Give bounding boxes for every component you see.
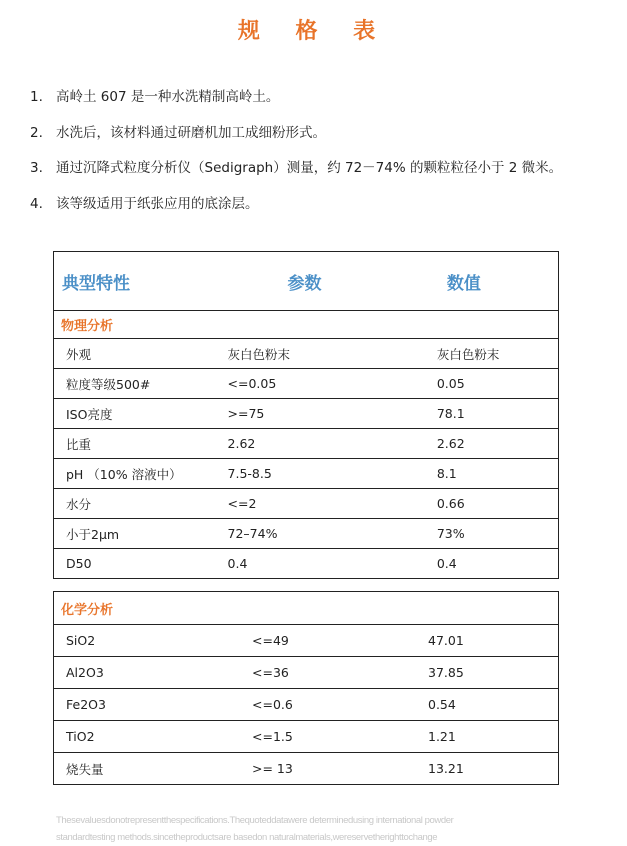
row-param: 灰白色粉末 [228,339,437,369]
table-row [54,519,559,549]
intro-item [30,122,562,158]
disclaimer-line: standardtesting methods.sincetheproductsare basedon naturalmaterials,wereservetherighttochange [56,832,438,843]
row-name: ISO亮度 [54,399,228,429]
table-row [54,429,559,459]
section-row-chemical [54,592,559,625]
row-value: 0.4 [436,556,457,571]
section-row-physical [54,311,559,339]
intro-text: 高岭土 607 是一种水洗精制高岭土。 [56,89,280,105]
chemical-analysis-table [53,591,559,785]
row-name: 比重 [54,429,228,459]
table-row [54,657,559,689]
document-title: 规 格 表 [237,19,390,44]
row-param: <=2 [228,489,437,519]
header-property: 典型特性 [54,252,228,311]
intro-text: 该等级适用于纸张应用的底涂层。 [56,195,259,212]
intro-item [30,193,562,229]
intro-item [30,86,562,122]
intro-number: 2. [30,124,43,141]
disclaimer-footer [56,812,616,846]
row-value: 1.21 [428,721,559,753]
table-header-row [54,252,559,311]
table-row [54,625,559,657]
table-row [54,753,559,785]
section-label-physical: 物理分析 [54,311,559,339]
physical-analysis-table [53,251,559,579]
row-value: 37.85 [428,657,559,689]
row-param: >= 13 [252,761,293,776]
intro-number: 1. [30,89,43,105]
row-value: 47.01 [428,625,559,657]
row-name: 粒度等级500# [54,369,228,399]
row-value: 灰白色粉末 [437,339,559,369]
table-row [54,339,559,369]
row-param: <=36 [252,657,428,689]
table-row [54,549,559,579]
row-name: 烧失量 [66,761,104,777]
table-row [54,459,559,489]
row-param: 2.62 [228,429,437,459]
intro-number: 3. [30,160,43,176]
row-param: 7.5-8.5 [228,459,437,489]
row-param: 0.4 [227,556,248,571]
row-name: 外观 [54,339,228,369]
row-value: 0.66 [437,489,559,519]
row-value: 78.1 [437,399,559,429]
row-param: <=1.5 [252,721,428,753]
table-row [54,721,559,753]
header-parameter: 参数 [228,252,437,311]
row-value: 0.54 [428,689,559,721]
row-value: 8.1 [437,459,559,489]
row-name: Al2O3 [54,657,253,689]
disclaimer-line: Thesevaluesdonotrepresentthespecifications.Thequoteddatawere determinedusing international powder [56,815,454,826]
table-row [54,369,559,399]
row-value: 13.21 [428,761,464,776]
table-row [54,399,559,429]
row-name: D50 [66,556,92,571]
row-value: 0.05 [437,369,559,399]
row-name: 小于2μm [54,519,228,549]
row-name: TiO2 [54,721,253,753]
row-param: <=0.05 [228,369,437,399]
row-param: <=0.6 [252,689,428,721]
row-name: Fe2O3 [54,689,253,721]
header-value: 数值 [437,252,559,311]
intro-item [30,157,562,193]
row-param: >=75 [228,399,437,429]
row-name: pH （10% 溶液中） [54,459,228,489]
row-name: 水分 [54,489,228,519]
row-value: 73% [437,519,559,549]
intro-text: 水洗后，该材料通过研磨机加工成细粉形式。 [56,124,326,141]
intro-number: 4. [30,195,43,212]
intro-list [30,86,562,228]
row-name: SiO2 [54,625,253,657]
table-row [54,489,559,519]
row-value: 2.62 [437,429,559,459]
section-label-chemical: 化学分析 [54,592,559,625]
intro-text: 通过沉降式粒度分析仪（Sedigraph）测量，约 72－74% 的颗粒粒径小于 2 微米。 [56,160,563,176]
row-param: 72–74% [228,519,437,549]
row-param: <=49 [252,625,428,657]
table-row [54,689,559,721]
